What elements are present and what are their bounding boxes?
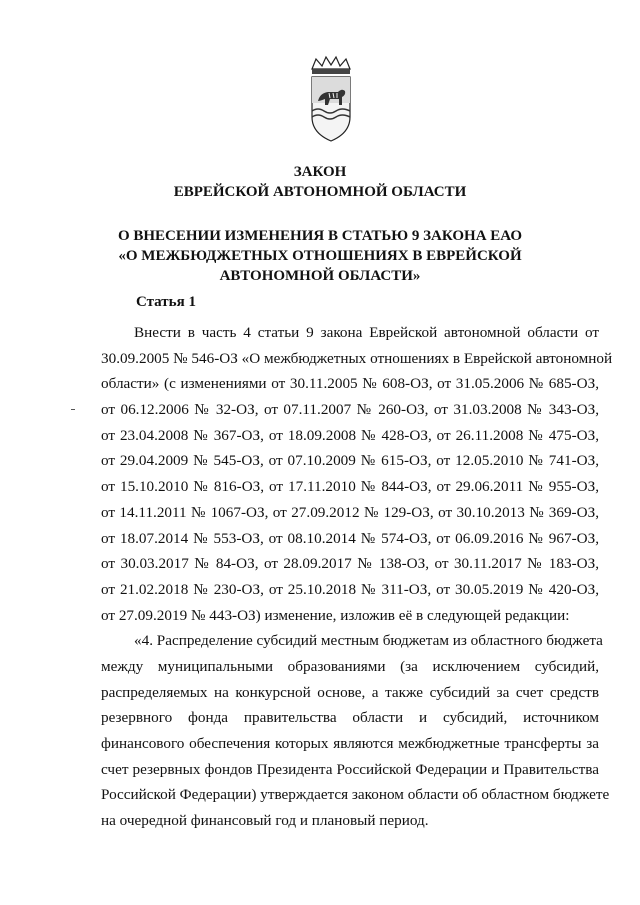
document-header xyxy=(0,162,640,286)
article-line: от 18.07.2014 № 553-ОЗ, от 08.10.2014 № 574-ОЗ, от 06.09.2016 № 967-ОЗ, xyxy=(101,529,599,547)
article-line: области» (с изменениями от 30.11.2005 № 608-ОЗ, от 31.05.2006 № 685-ОЗ, xyxy=(101,375,599,393)
article-line: Внести в часть 4 статьи 9 закона Еврейской автономной области от xyxy=(134,324,599,341)
article-line: 30.09.2005 № 546-ОЗ «О межбюджетных отношениях в Еврейской автономной xyxy=(101,349,613,367)
article-body xyxy=(101,320,613,834)
law-title: ЗАКОН xyxy=(293,164,347,180)
quote-line: между муниципальными образованиями (за исключением субсидий, xyxy=(101,657,599,675)
quote-line: резервного фонда правительства области и субсидий, источником xyxy=(101,709,599,727)
quote-line: финансового обеспечения которых являются межбюджетные трансферты за xyxy=(101,735,599,752)
article-heading: Статья 1 xyxy=(136,294,196,310)
article-line: от 21.02.2018 № 230-ОЗ, от 25.10.2018 № 311-ОЗ, от 30.05.2019 № 420-ОЗ, xyxy=(101,580,599,598)
law-subject-line: О ВНЕСЕНИИ ИЗМЕНЕНИЯ В СТАТЬЮ 9 ЗАКОНА ЕАО xyxy=(117,228,523,244)
region-title: ЕВРЕЙСКОЙ АВТОНОМНОЙ ОБЛАСТИ xyxy=(173,184,467,200)
quote-line: счет резервных фондов Президента Российской Федерации и Правительства xyxy=(101,760,599,778)
article-line: от 27.09.2019 № 443-ОЗ) изменение, изложив её в следующей редакции: xyxy=(101,606,570,624)
law-subject-line: АВТОНОМНОЙ ОБЛАСТИ» xyxy=(219,268,421,284)
article-line: от 23.04.2008 № 367-ОЗ, от 18.09.2008 № 428-ОЗ, от 26.11.2008 № 475-ОЗ, xyxy=(101,426,599,444)
margin-mark xyxy=(71,409,75,410)
law-subject xyxy=(0,226,640,286)
coat-of-arms-emblem xyxy=(308,55,354,145)
article-line: от 14.11.2011 № 1067-ОЗ, от 27.09.2012 № 129-ОЗ, от 30.10.2013 № 369-ОЗ, xyxy=(101,503,599,521)
article-line: от 29.04.2009 № 545-ОЗ, от 07.10.2009 № 615-ОЗ, от 12.05.2010 № 741-ОЗ, xyxy=(101,452,599,470)
article-line: от 15.10.2010 № 816-ОЗ, от 17.11.2010 № 844-ОЗ, от 29.06.2011 № 955-ОЗ, xyxy=(101,478,599,496)
quote-line: на очередной финансовый год и плановый период. xyxy=(101,812,429,830)
law-subject-line: «О МЕЖБЮДЖЕТНЫХ ОТНОШЕНИЯХ В ЕВРЕЙСКОЙ xyxy=(118,248,522,264)
article-line: от 30.03.2017 № 84-ОЗ, от 28.09.2017 № 138-ОЗ, от 30.11.2017 № 183-ОЗ, xyxy=(101,555,599,573)
quote-line: «4. Распределение субсидий местным бюджетам из областного бюджета xyxy=(134,632,603,650)
article-line: от 06.12.2006 № 32-ОЗ, от 07.11.2007 № 260-ОЗ, от 31.03.2008 № 343-ОЗ, xyxy=(101,401,599,419)
quote-line: распределяемых на конкурсной основе, а также субсидий за счет средств xyxy=(101,683,599,701)
quote-line: Российской Федерации) утверждается законом области об областном бюджете xyxy=(101,786,610,804)
